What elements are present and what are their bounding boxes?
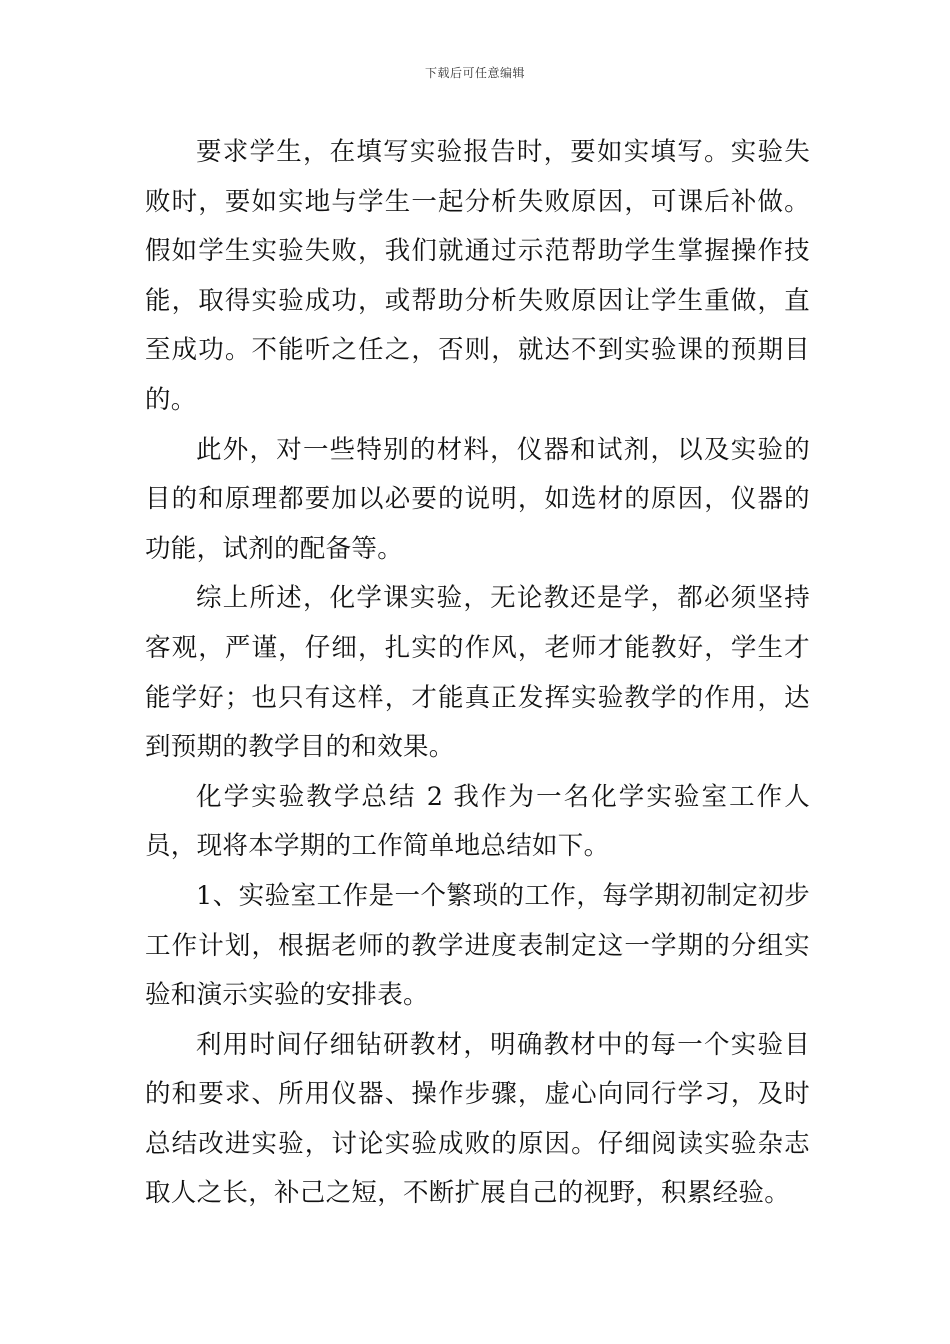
page-header-note: 下载后可任意编辑: [424, 66, 525, 80]
paragraph-3: 综上所述，化学课实验，无论教还是学，都必须坚持客观，严谨，仔细，扎实的作风，老师才能教好，学生才能学好；也只有这样，才能真正发挥实验教学的作用，达到预期的教学目的和效果。: [145, 583, 810, 763]
paragraph-4: 化学实验教学总结 2 我作为一名化学实验室工作人员，现将本学期的工作简单地总结如下。: [145, 781, 810, 862]
paragraph-5: 1、实验室工作是一个繁琐的工作，每学期初制定初步工作计划，根据老师的教学进度表制定这一学期的分组实验和演示实验的安排表。: [145, 880, 810, 1011]
document-body: [145, 128, 810, 1219]
paragraph-2: 此外，对一些特别的材料，仪器和试剂，以及实验的目的和原理都要加以必要的说明，如选材的原因，仪器的功能，试剂的配备等。: [145, 434, 810, 564]
paragraph-6: 利用时间仔细钻研教材，明确教材中的每一个实验目的和要求、所用仪器、操作步骤，虚心向同行学习，及时总结改进实验，讨论实验成败的原因。仔细阅读实验杂志取人之长，补己之短，不断扩展自己的视野，积累经验。: [145, 1029, 810, 1209]
paragraph-1: 要求学生，在填写实验报告时，要如实填写。实验失败时，要如实地与学生一起分析失败原因，可课后补做。假如学生实验失败，我们就通过示范帮助学生掌握操作技能，取得实验成功，或帮助分析失败原因让学生重做，直至成功。不能听之任之，否则，就达不到实验课的预期目的。: [145, 137, 810, 415]
